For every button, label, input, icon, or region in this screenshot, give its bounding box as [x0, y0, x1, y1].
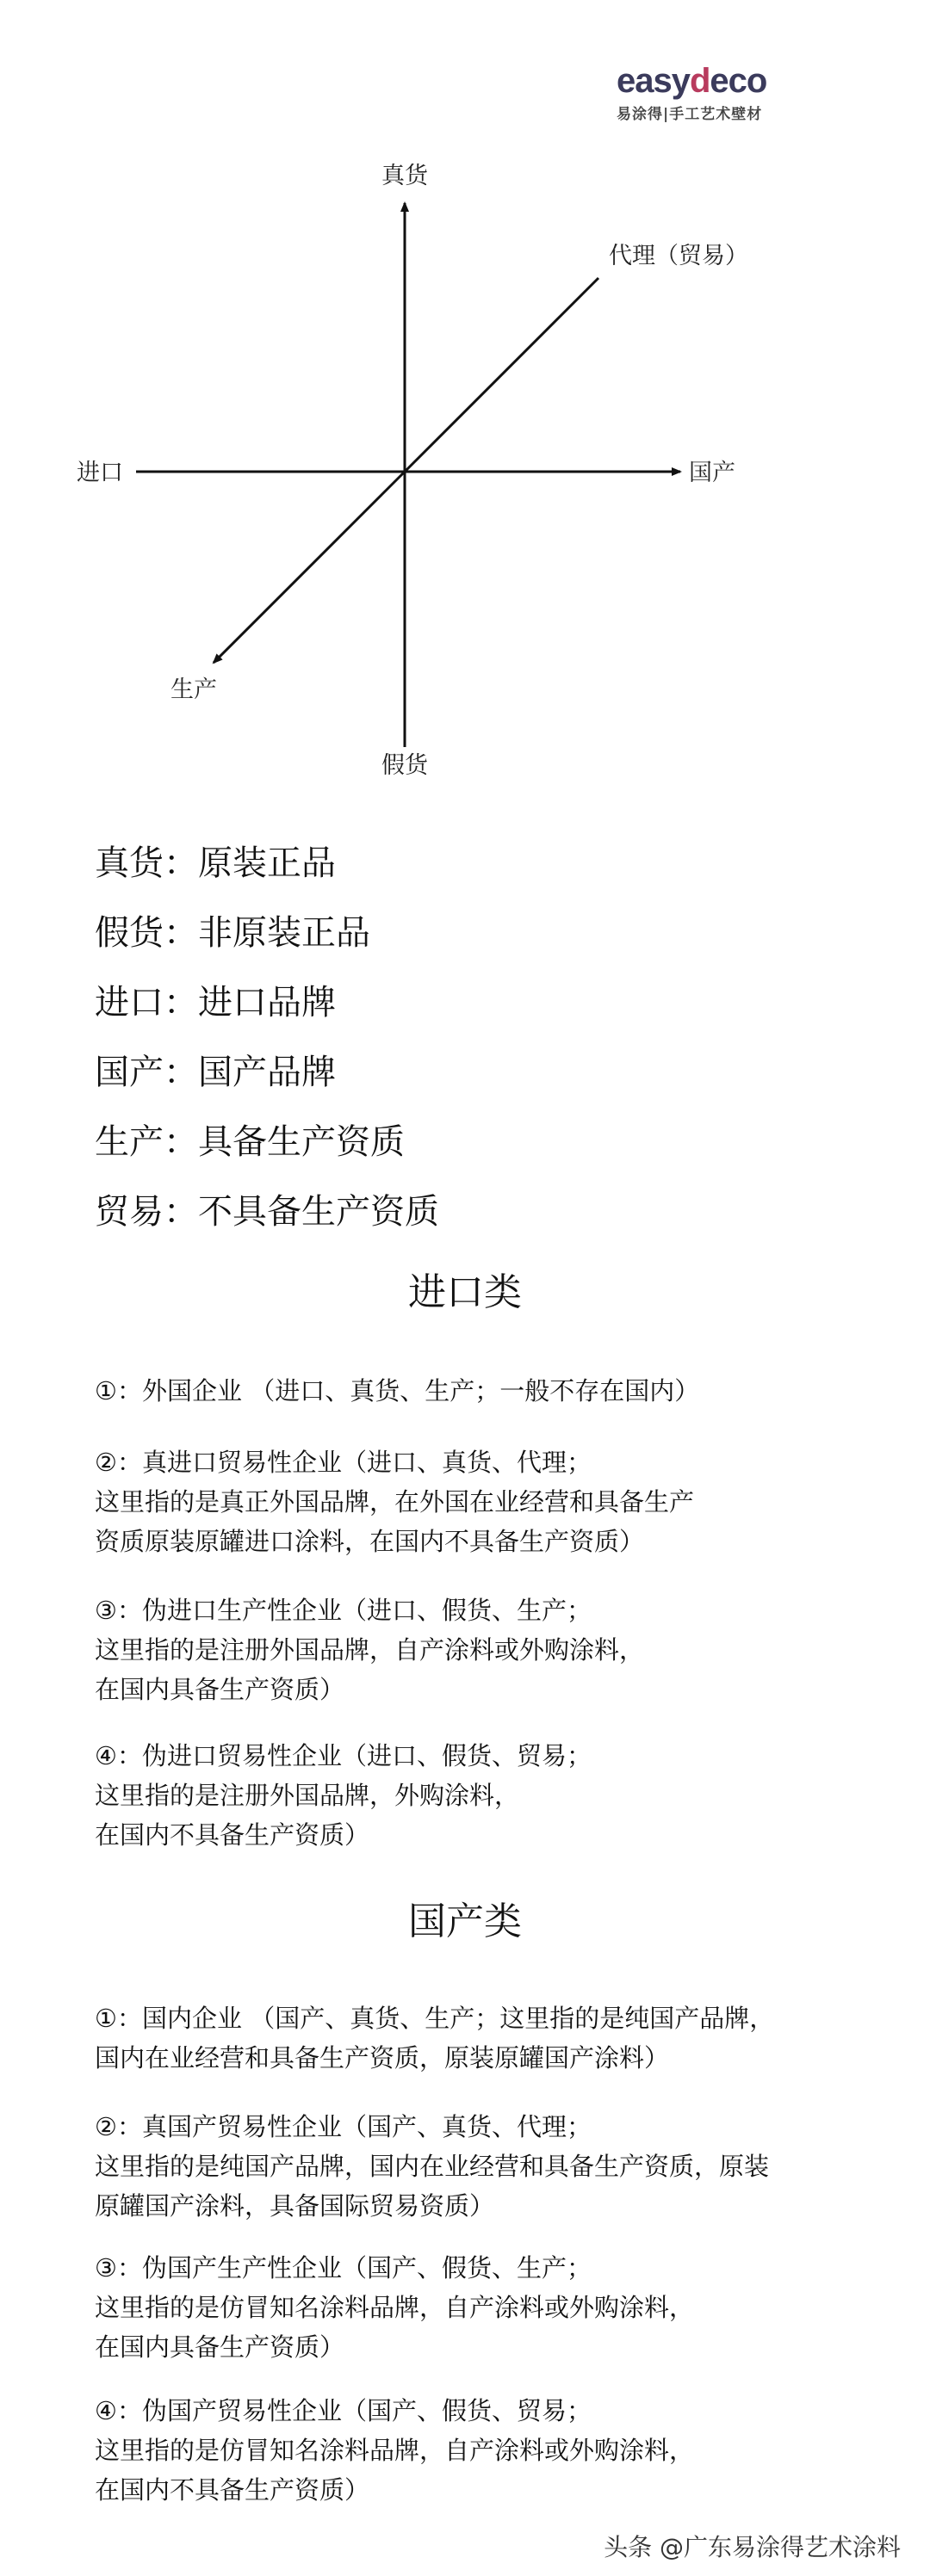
import-item-2 — [95, 1442, 870, 1561]
item-line: 这里指的是仿冒知名涂料品牌，自产涂料或外购涂料， — [95, 2436, 695, 2465]
brand-wordmark-accent: d — [689, 62, 710, 100]
domestic-item-2 — [95, 2107, 870, 2226]
definition-item: 假货：非原装正品 — [95, 913, 370, 953]
item-line: ④：伪进口贸易性企业（进口、假货、贸易； — [95, 1741, 592, 1770]
diagonal-lower-arrow — [214, 472, 405, 663]
item-line: ①：国内企业 （国产、真货、生产；这里指的是纯国产品牌， — [95, 2004, 775, 2033]
quadrant-diagram — [0, 0, 930, 809]
definition-item: 生产：具备生产资质 — [95, 1122, 405, 1162]
item-line: ④：伪国产贸易性企业（国产、假货、贸易； — [95, 2396, 592, 2425]
diagonal-upper-line — [405, 278, 598, 472]
import-item-3 — [95, 1591, 870, 1709]
item-line: ③：伪进口生产性企业（进口、假货、生产； — [95, 1596, 592, 1625]
definition-item: 贸易：不具备生产资质 — [95, 1192, 439, 1232]
definitions-list — [95, 839, 870, 1257]
domestic-item-1 — [95, 1998, 870, 2078]
item-line: ②：真进口贸易性企业（进口、真货、代理； — [95, 1448, 592, 1477]
item-line: 在国内具备生产资质） — [95, 1675, 345, 1704]
item-line: 这里指的是真正外国品牌，在外国在业经营和具备生产 — [95, 1487, 695, 1517]
item-line: 这里指的是纯国产品牌，国内在业经营和具备生产资质，原装 — [95, 2152, 770, 2181]
axis-label-left: 进口 — [77, 460, 123, 486]
item-line: 在国内不具备生产资质） — [95, 2475, 370, 2505]
axis-label-right: 国产 — [689, 460, 735, 486]
import-item-1 — [95, 1371, 870, 1411]
domestic-section-title: 国产类 — [408, 1900, 522, 1943]
brand-subtitle: 易涂得|手工艺术壁材 — [617, 106, 763, 123]
import-section-title: 进口类 — [408, 1270, 522, 1314]
item-line: 在国内具备生产资质） — [95, 2332, 345, 2362]
import-item-4 — [95, 1736, 870, 1855]
item-line: ②：真国产贸易性企业（国产、真货、代理； — [95, 2112, 592, 2141]
watermark-text: 头条 @广东易涂得艺术涂料 — [604, 2533, 901, 2561]
item-line: 原罐国产涂料，具备国际贸易资质） — [95, 2191, 495, 2221]
brand-wordmark-part: eco — [710, 62, 767, 100]
brand-wordmark-part: easy — [617, 62, 690, 100]
item-line: ③：伪国产生产性企业（国产、假货、生产； — [95, 2253, 592, 2283]
domestic-item-3 — [95, 2248, 870, 2367]
item-line: 在国内不具备生产资质） — [95, 1820, 370, 1850]
item-line: 国内在业经营和具备生产资质，原装原罐国产涂料） — [95, 2043, 670, 2073]
item-line: 这里指的是注册外国品牌，外购涂料， — [95, 1781, 520, 1810]
axis-label-bottom: 假货 — [381, 752, 428, 779]
diagonal-label-upper: 代理（贸易） — [609, 243, 748, 269]
item-line: 这里指的是注册外国品牌，自产涂料或外购涂料， — [95, 1635, 645, 1665]
axis-label-top: 真货 — [381, 163, 428, 189]
diagonal-label-lower: 生产 — [170, 676, 217, 703]
domestic-item-4 — [95, 2391, 870, 2510]
definition-item: 国产：国产品牌 — [95, 1053, 336, 1092]
definition-item: 进口：进口品牌 — [95, 983, 336, 1022]
item-line: ①：外国企业 （进口、真货、生产；一般不存在国内） — [95, 1376, 700, 1405]
item-line: 资质原装原罐进口涂料，在国内不具备生产资质） — [95, 1527, 645, 1556]
item-line: 这里指的是仿冒知名涂料品牌，自产涂料或外购涂料， — [95, 2293, 695, 2322]
definition-item: 真货：原装正品 — [95, 843, 336, 883]
